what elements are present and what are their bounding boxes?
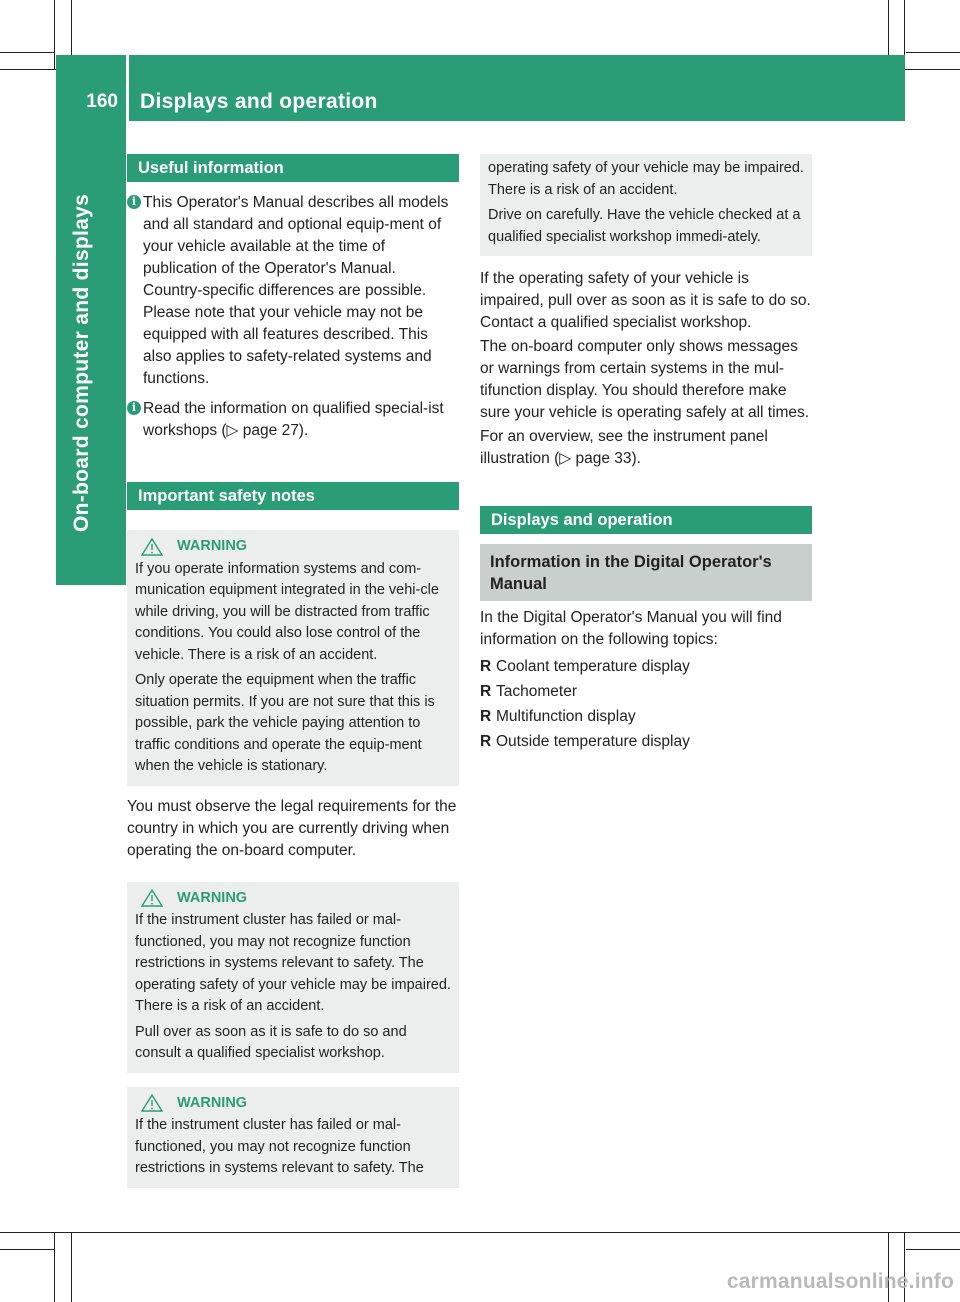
info-note-text: Read the information on qualified special-ist workshops (▷ page 27). <box>143 400 444 439</box>
bullet-mark: R <box>480 733 492 750</box>
info-note <box>127 192 459 390</box>
warning-label: WARNING <box>177 538 248 554</box>
section-heading-useful-information: Useful information <box>127 154 459 182</box>
list-item <box>480 654 812 679</box>
warning-triangle-icon <box>141 1094 163 1112</box>
header-title: Displays and operation <box>140 90 378 113</box>
crop-mark <box>54 0 55 70</box>
section-heading-safety-notes: Important safety notes <box>127 482 459 510</box>
warning-text: If the instrument cluster has failed or mal-functioned, you may not recognize function restrictions in systems relevant to safety. The operating safety of your vehicle may be impaired. There is a risk of an accident. <box>135 912 451 1014</box>
list-item <box>480 729 812 754</box>
bullet-mark: R <box>480 658 492 675</box>
right-column <box>480 154 812 754</box>
left-column <box>127 154 459 1188</box>
warning-box <box>127 530 459 786</box>
info-icon: i <box>127 195 141 209</box>
warning-header <box>135 888 451 910</box>
warning-header <box>135 536 451 558</box>
warning-triangle-icon <box>141 889 163 907</box>
info-note-text: This Operator's Manual describes all models and all standard and optional equip-ment of your vehicle available at the time of publication of the Operator's Manual. Country-specific differences are possible. Please note that your vehicle may not be equipped with all features described. This also applies to safety-related systems and functions. <box>143 194 449 387</box>
crop-mark <box>0 1232 960 1233</box>
crop-mark <box>906 52 960 53</box>
topics-list <box>480 654 812 754</box>
page-header <box>56 55 905 121</box>
list-item-text: Coolant temperature display <box>496 658 690 675</box>
info-icon: i <box>127 401 141 415</box>
subheading-digital-manual: Information in the Digital Operator's Manual <box>480 544 812 601</box>
warning-text: Pull over as soon as it is safe to do so and consult a qualified specialist workshop. <box>135 1023 407 1061</box>
warning-text: If you operate information systems and com-munication equipment integrated in the vehi-cle while driving, you will be distracted from traffic conditions. You could also lose control of the vehicle. There is a risk of an accident. <box>135 560 439 663</box>
body-paragraph: In the Digital Operator's Manual you will find information on the following topics: <box>480 609 782 648</box>
bullet-mark: R <box>480 683 492 700</box>
warning-text: Drive on carefully. Have the vehicle checked at a qualified specialist workshop immedi-ately. <box>488 207 801 245</box>
header-divider <box>126 55 129 121</box>
warning-triangle-icon <box>141 538 163 556</box>
list-item-text: Multifunction display <box>496 708 636 725</box>
info-note <box>127 398 459 442</box>
warning-header <box>135 1093 451 1115</box>
legal-requirements-text: You must observe the legal requirements for the country in which you are currently driving when operating the on-board computer. <box>127 797 457 859</box>
chapter-label: On-board computer and displays <box>70 193 93 532</box>
page-number-box <box>56 55 126 121</box>
body-paragraph: For an overview, see the instrument panel illustration (▷ page 33). <box>480 428 768 467</box>
warning-text: If the instrument cluster has failed or mal-functioned, you may not recognize function restrictions in systems relevant to safety. The <box>135 1117 424 1176</box>
section-heading-displays-operation: Displays and operation <box>480 506 812 534</box>
warning-label: WARNING <box>177 889 248 906</box>
list-item-text: Outside temperature display <box>496 733 690 750</box>
body-paragraph: If the operating safety of your vehicle is impaired, pull over as soon as it is safe to do so. Contact a qualified specialist workshop. <box>480 270 811 331</box>
list-item-text: Tachometer <box>496 683 577 700</box>
warning-text: operating safety of your vehicle may be impaired. There is a risk of an accident. <box>488 160 804 198</box>
crop-mark <box>906 1249 960 1250</box>
list-item <box>480 704 812 729</box>
body-paragraph: The on-board computer only shows messages or warnings from certain systems in the mul-tifunction display. You should therefore make sure your vehicle is operating safely at all times. <box>480 338 810 421</box>
watermark: carmanualsonline.info <box>726 1270 954 1293</box>
warning-box <box>127 882 459 1073</box>
warning-box <box>127 1087 459 1188</box>
warning-label: WARNING <box>177 1094 248 1111</box>
crop-mark <box>0 1249 54 1250</box>
warning-box-continued <box>480 154 812 256</box>
warning-text: Only operate the equipment when the traffic situation permits. If you are not sure that this is possible, park the vehicle paying attention to traffic conditions and operate the equip-ment when the vehicle is stationary. <box>135 672 435 774</box>
bullet-mark: R <box>480 708 492 725</box>
list-item <box>480 679 812 704</box>
page-number: 160 <box>86 91 118 112</box>
crop-mark <box>0 52 54 53</box>
